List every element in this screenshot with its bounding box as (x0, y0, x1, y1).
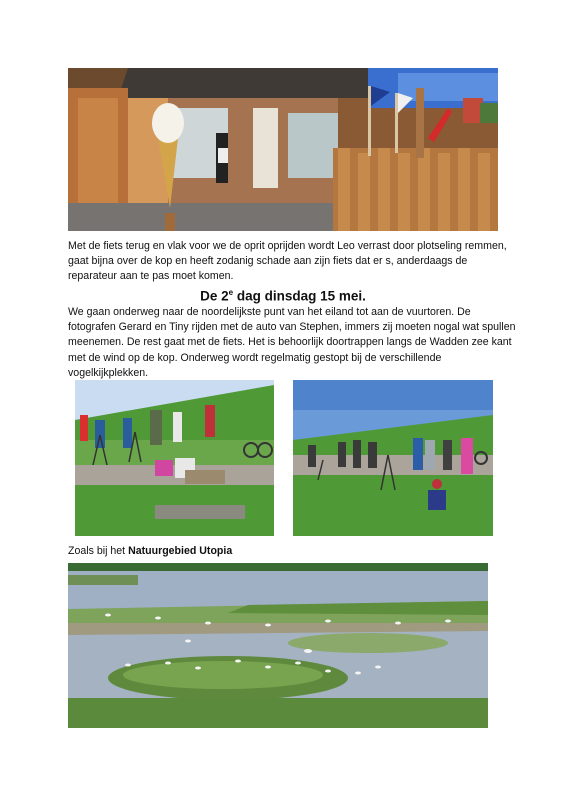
wetland-birds-photo (68, 563, 488, 728)
nature-reserve-name: Natuurgebied Utopia (128, 545, 233, 557)
birdwatchers-dike-photo-left (75, 380, 274, 536)
birdwatchers-dike-photo-right (293, 380, 493, 536)
day-heading: De 2e dag dinsdag 15 mei. (200, 288, 366, 304)
cafe-terrace-photo (68, 68, 498, 231)
paragraph-route-description: We gaan onderweg naar de noordelijkste punt van het eiland tot aan de vuurtoren. De fotografen Gerard en Tiny rijden met de auto van Stephen, immers zij moeten nogal wat spullen meenemen. De rest gaat met de fiets. Het is behoorlijk doortrappen langs de Wadden zee kant met de wind op de kop. Onderweg wordt regelmatig gestopt bij de verschillende vogelkijkplekken. (68, 306, 516, 379)
caption-utopia: Zoals bij het Natuurgebied Utopia (68, 545, 233, 557)
paragraph-bicycle-incident: Met de fiets terug en vlak voor we de oprit oprijden wordt Leo verrast door plotseling remmen, gaat bijna over de kop en heeft zodanig schade aan zijn fiets dat er s, anderdaags de reparateur aan te pas moet komen. (68, 240, 507, 283)
